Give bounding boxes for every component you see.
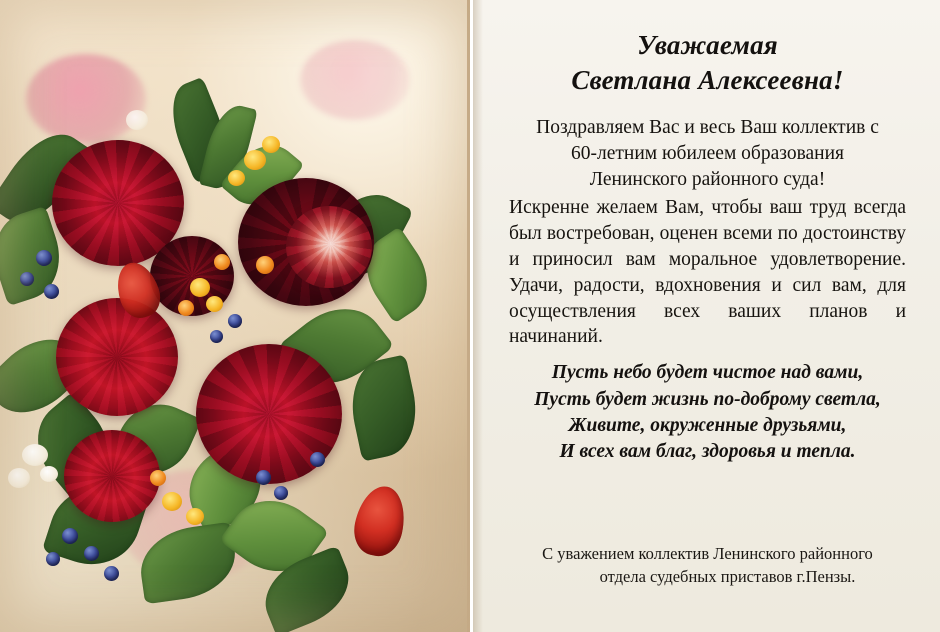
background-blur-pink bbox=[300, 40, 410, 120]
orange-floret bbox=[150, 470, 166, 486]
rose-blossom bbox=[56, 298, 178, 416]
berry bbox=[36, 250, 52, 266]
white-floret bbox=[8, 468, 30, 488]
background-blur-pink bbox=[26, 54, 146, 144]
card-title bbox=[509, 28, 906, 97]
orange-floret bbox=[214, 254, 230, 270]
verse-line-4: И всех вам благ, здоровья и тепла. bbox=[559, 441, 856, 463]
berry bbox=[256, 470, 271, 485]
yellow-floret bbox=[190, 278, 210, 297]
berry bbox=[310, 452, 325, 467]
card-title-line-2: Светлана Алексеевна! bbox=[571, 64, 844, 95]
berry bbox=[44, 284, 59, 299]
yellow-floret bbox=[206, 296, 223, 312]
rose-blossom bbox=[64, 430, 160, 522]
card-body bbox=[509, 115, 906, 350]
berry bbox=[84, 546, 99, 561]
white-floret bbox=[126, 110, 148, 130]
berry bbox=[210, 330, 223, 343]
yellow-floret bbox=[162, 492, 182, 511]
orange-floret bbox=[256, 256, 274, 274]
intro-line-3: Ленинского районного суда! bbox=[589, 168, 826, 190]
signature-line-1: С уважением коллектив Ленинского районного bbox=[542, 544, 873, 564]
signature-line-2: отдела судебных приставов г.Пензы. bbox=[599, 566, 856, 586]
main-paragraph: Искренне желаем Вам, чтобы ваш труд всегда был востребован, оценен всеми по достоинству и приносил вам моральное удовлетворение. Удачи, радости, вдохновения и сил вам, для осуществления всех ваших планов и начинаний. bbox=[509, 196, 906, 348]
yellow-floret bbox=[186, 508, 204, 525]
verse-line-3: Живите, окруженные друзьями, bbox=[568, 415, 847, 437]
verse-block bbox=[509, 360, 906, 465]
card-title-line-1: Уважаемая bbox=[637, 30, 778, 60]
yellow-floret bbox=[244, 150, 266, 170]
orange-floret bbox=[178, 300, 194, 316]
berry bbox=[46, 552, 60, 566]
berry bbox=[62, 528, 78, 544]
intro-line-2: 60-летним юбилеем образования bbox=[570, 143, 845, 165]
rose-blossom-pink-center bbox=[286, 206, 372, 288]
right-page-text bbox=[473, 0, 940, 632]
verse-line-1: Пусть небо будет чистое над вами, bbox=[551, 362, 864, 384]
white-floret bbox=[40, 466, 58, 482]
rose-bud bbox=[349, 482, 411, 560]
signature-block bbox=[509, 543, 906, 588]
berry bbox=[104, 566, 119, 581]
verse-line-2: Пусть будет жизнь по-доброму светла, bbox=[534, 388, 881, 410]
berry bbox=[20, 272, 34, 286]
yellow-floret bbox=[262, 136, 280, 153]
intro-line-1: Поздравляем Вас и весь Ваш коллектив с bbox=[536, 117, 879, 139]
berry bbox=[228, 314, 242, 328]
white-floret bbox=[22, 444, 48, 466]
yellow-floret bbox=[228, 170, 245, 186]
berry bbox=[274, 486, 288, 500]
